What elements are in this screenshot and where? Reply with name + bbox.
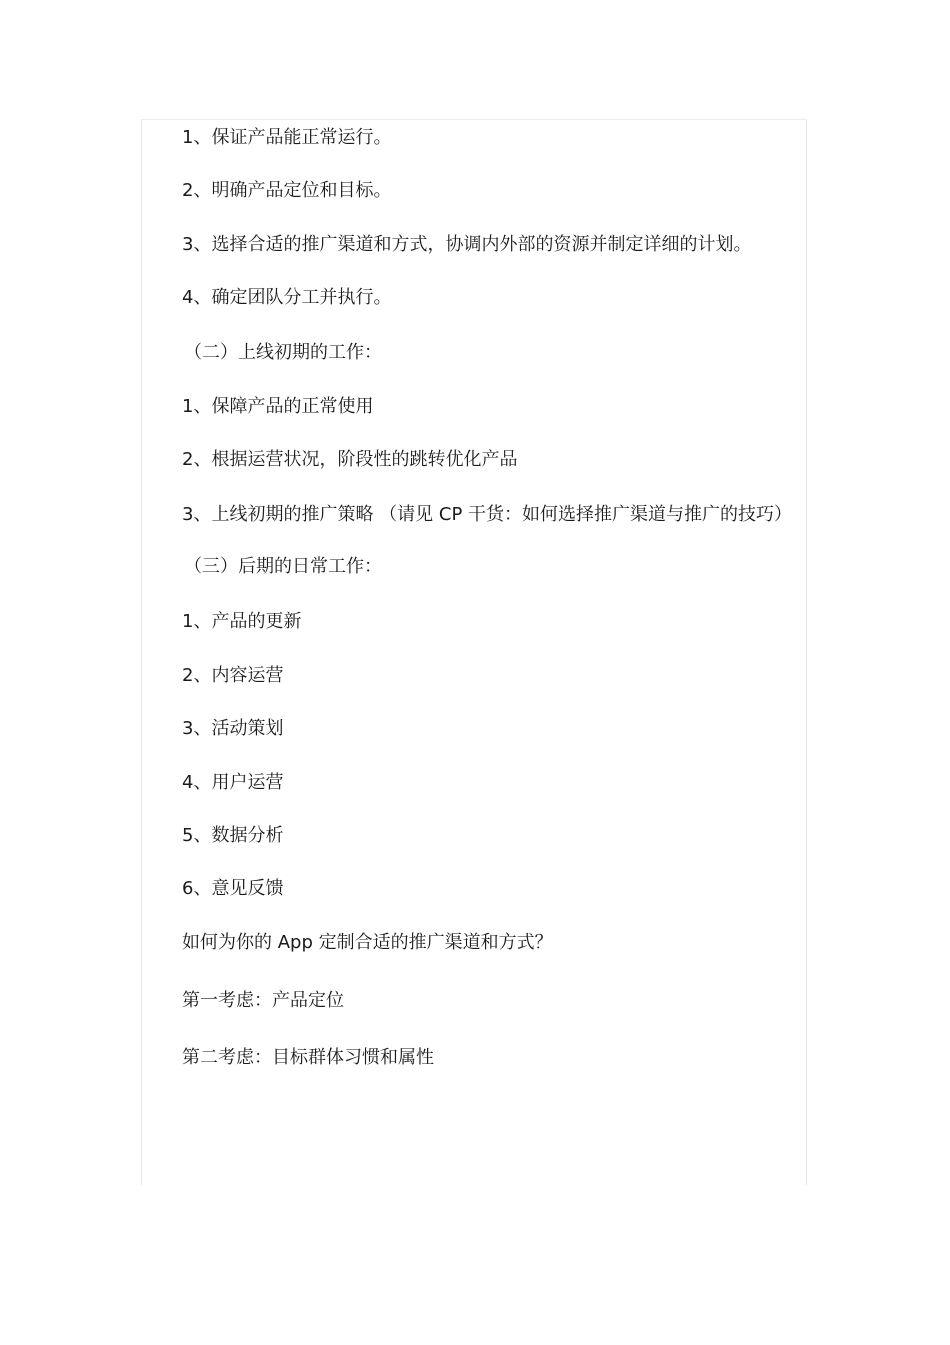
text-line: 1、保证产品能正常运行。 — [182, 127, 392, 148]
section-heading: （三）后期的日常工作： — [184, 556, 382, 577]
text-line: 5、数据分析 — [182, 825, 284, 846]
page-frame — [141, 119, 807, 1185]
text-line: 1、产品的更新 — [182, 611, 302, 632]
text-line: 第二考虑：目标群体习惯和属性 — [182, 1047, 434, 1068]
text-line: 4、用户运营 — [182, 772, 284, 793]
text-line: 2、内容运营 — [182, 665, 284, 686]
question-heading: 如何为你的 App 定制合适的推广渠道和方式？ — [182, 932, 553, 953]
text-line: 3、选择合适的推广渠道和方式，协调内外部的资源并制定详细的计划。 — [182, 234, 752, 255]
text-line: 1、保障产品的正常使用 — [182, 396, 374, 417]
text-line: 第一考虑：产品定位 — [182, 990, 344, 1011]
text-line: 3、活动策划 — [182, 718, 284, 739]
text-line: 4、确定团队分工并执行。 — [182, 287, 392, 308]
text-line: 2、根据运营状况，阶段性的跳转优化产品 — [182, 449, 518, 470]
text-line: 6、意见反馈 — [182, 878, 284, 899]
section-heading: （二）上线初期的工作： — [184, 342, 382, 363]
text-line: 3、上线初期的推广策略 （请见 CP 干货：如何选择推广渠道与推广的技巧） — [182, 504, 793, 525]
text-line: 2、明确产品定位和目标。 — [182, 180, 392, 201]
